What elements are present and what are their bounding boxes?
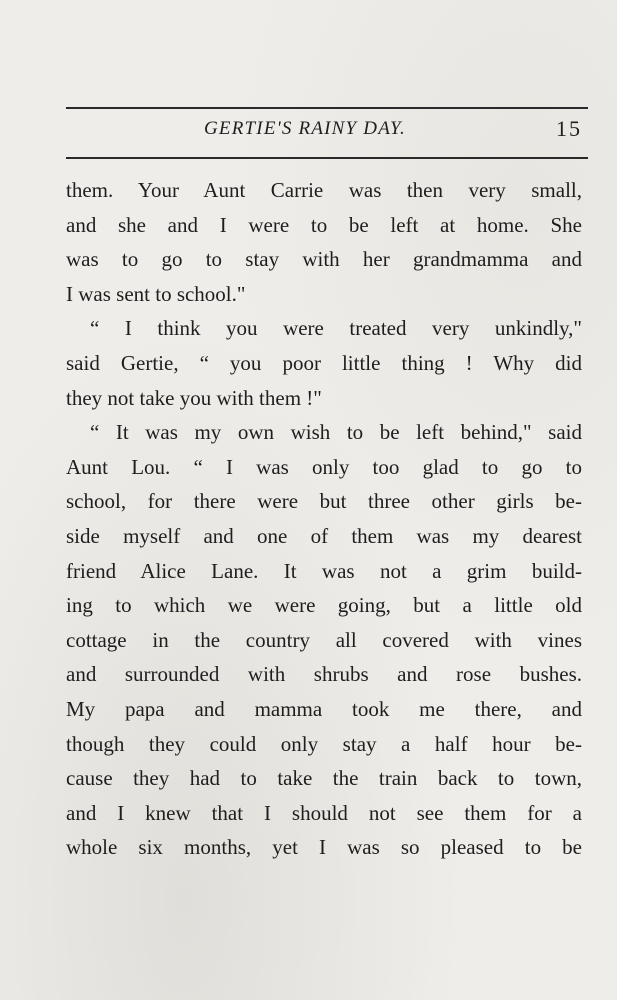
text-line: My papa and mamma took me there, and xyxy=(66,696,582,721)
text-line: friend Alice Lane. It was not a grim build- xyxy=(66,558,582,583)
text-line: they not take you with them !" xyxy=(66,385,322,410)
text-line: them. Your Aunt Carrie was then very small, xyxy=(66,178,582,202)
text-line: Aunt Lou. “ I was only too glad to go to xyxy=(66,454,582,479)
text-line: side myself and one of them was my dearest xyxy=(66,523,582,548)
text-line: and surrounded with shrubs and rose bushes. xyxy=(66,662,582,687)
text-line: ing to which we were going, but a little old xyxy=(66,593,582,618)
text-line: whole six months, yet I was so pleased to be xyxy=(66,835,582,860)
text-line: and I knew that I should not see them for a xyxy=(66,800,582,825)
text-line: I was sent to school." xyxy=(66,281,246,306)
text-line: school, for there were but three other girls be- xyxy=(66,489,582,514)
header-rule-top xyxy=(66,107,588,109)
body-text xyxy=(66,173,582,865)
text-line: cottage in the country all covered with vines xyxy=(66,627,582,652)
text-line: cause they had to take the train back to town, xyxy=(66,766,582,791)
text-line: was to go to stay with her grandmamma and xyxy=(66,247,582,272)
text-line: though they could only stay a half hour be- xyxy=(66,731,582,756)
text-line: and she and I were to be left at home. She xyxy=(66,212,582,237)
text-line: “ I think you were treated very unkindly," xyxy=(90,316,582,341)
running-head xyxy=(66,116,588,150)
text-line: “ It was my own wish to be left behind," said xyxy=(90,420,582,445)
running-head-title: GERTIE'S RAINY DAY. xyxy=(204,118,406,139)
page-number: 15 xyxy=(556,116,582,141)
header-rule-bottom xyxy=(66,157,588,159)
text-line: said Gertie, “ you poor little thing ! Why did xyxy=(66,350,582,375)
